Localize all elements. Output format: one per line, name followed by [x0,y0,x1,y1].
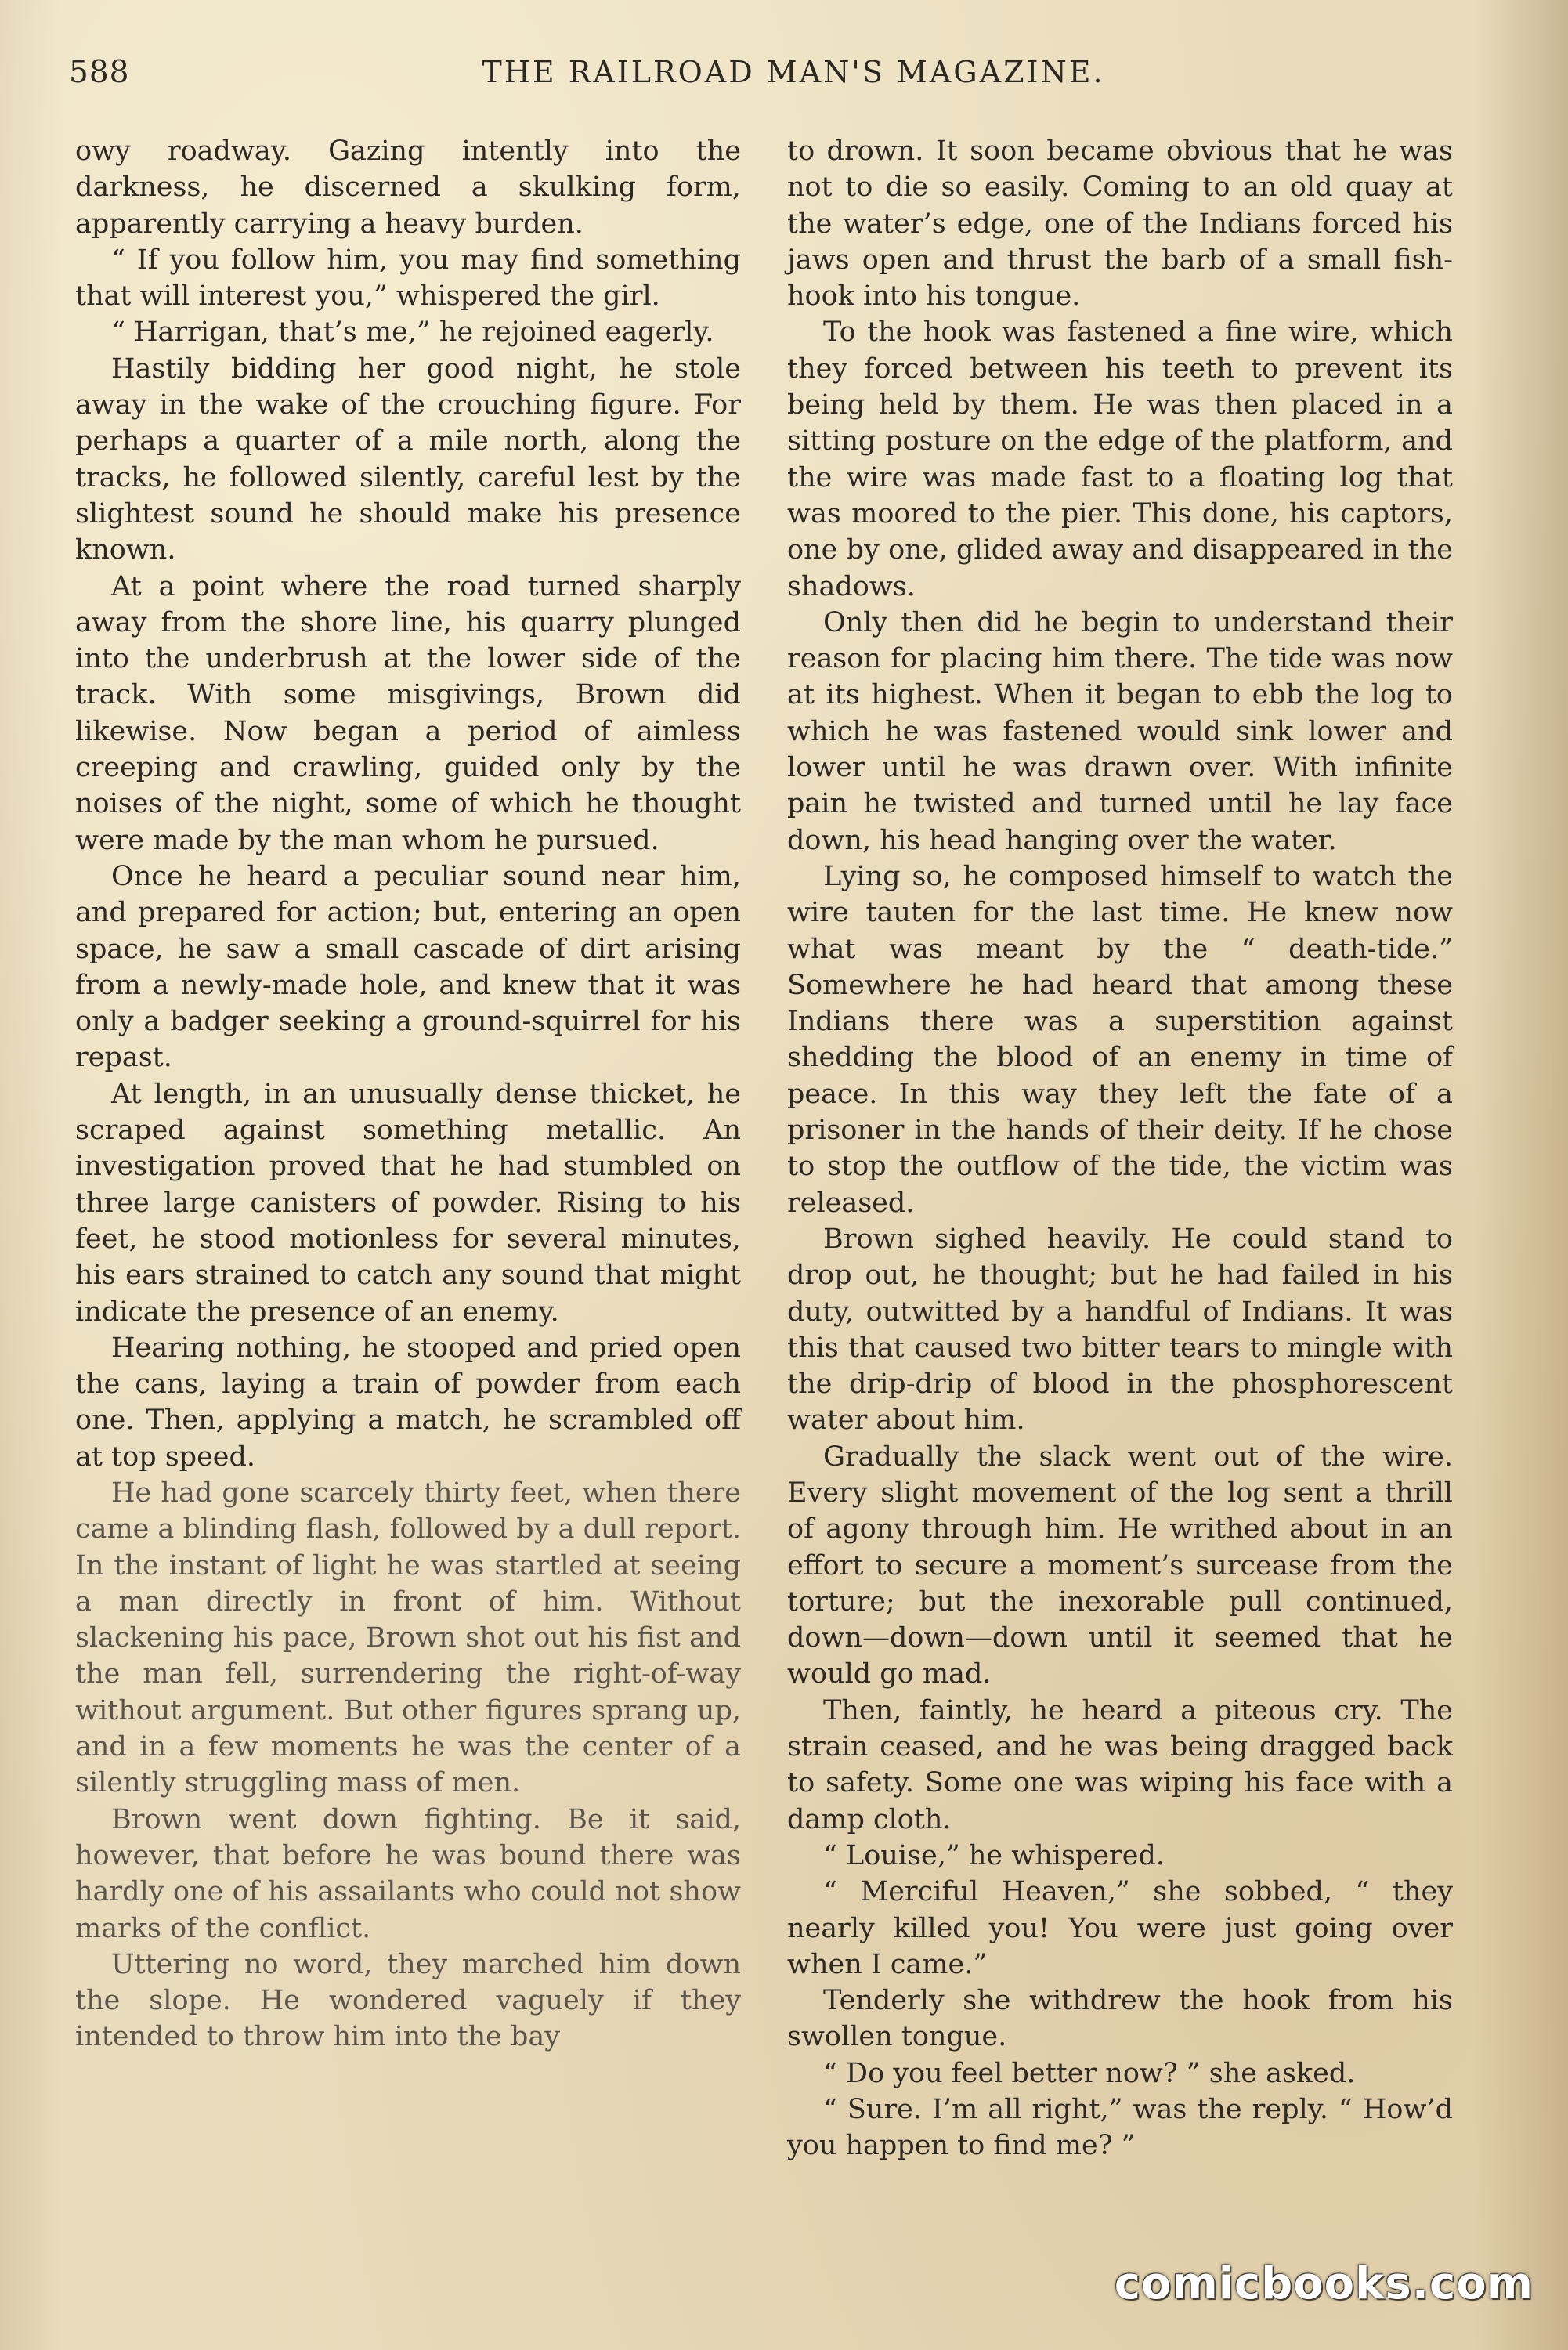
paragraph: At length, in an unusually dense thicket, he scraped against something metallic. An investigation proved that he had stumbled on three large canisters of powder. Rising to his feet, he stood motionless for several minutes, his ears strained to catch any sound that might indicate the presence of an enemy. [75,1078,741,1328]
paragraph: “ Merciful Heaven,” she sobbed, “ they nearly killed you! You were just going over when I came.” [787,1876,1453,1980]
paragraph: At a point where the road turned sharply away from the shore line, his quarry plunged into the underbrush at the lower side of the track. With some misgivings, Brown did likewise. Now began a period of aimless creeping and crawling, guided only by the noises of the night, some of which he thought were made by the man whom he pursued. [75,570,741,856]
page-number: 588 [69,55,130,90]
paragraph: Lying so, he composed himself to watch the wire tauten for the last time. He knew now what was meant by the “ death-tide.” Somewhere he had heard that among these Indians there was a superstition against shedding the blood of an enemy in time of peace. In this way they left the fate of a prisoner in the hands of their deity. If he chose to stop the outflow of the tide, the victim was released. [787,860,1453,1219]
paragraph: “ Sure. I’m all right,” was the reply. “ How’d you happen to find me? ” [787,2094,1453,2162]
paragraph: Once he heard a peculiar sound near him, and prepared for action; but, entering an open space, he saw a small cascade of dirt arising from a newly-made hole, and knew that it was only a badger seeking a ground-squirrel for his repast. [75,860,741,1074]
paragraph: “ Louise,” he whispered. [823,1839,1165,1871]
paragraph: He had gone scarcely thirty feet, when there came a blinding flash, followed by a dull report. In the instant of light he was startled at seeing a man directly in front of him. Without slackening his pace, Brown shot out his fist and the man fell, surrendering the right-of-way without argument. But other figures sprang up, and in a few moments he was the center of a silently struggling mass of men. [75,1477,741,1799]
paragraph: To the hook was fastened a fine wire, which they forced between his teeth to prevent its being held by them. He was then placed in a sitting posture on the edge of the platform, and the wire was made fast to a floating log that was moored to the pier. This done, his captors, one by one, glided away and disappeared in the shadows. [787,316,1453,602]
paragraph: Brown sighed heavily. He could stand to drop out, he thought; but he had failed in his duty, outwitted by a handful of Indians. It was this that caused two bitter tears to mingle with the drip-drip of blood in the phosphorescent water about him. [787,1223,1453,1437]
paragraph: Only then did he begin to understand their reason for placing him there. The tide was now at its highest. When it began to ebb the log to which he was fastened would sink lower and lower until he was drawn over. With infinite pain he twisted and turned until he lay face down, his head hanging over the water. [787,606,1453,856]
paragraph: Tenderly she withdrew the hook from his swollen tongue. [787,1985,1453,2053]
paragraph: to drown. It soon became obvious that he was not to die so easily. Coming to an old quay at the water’s edge, one of the Indians forced his jaws open and thrust the barb of a small fish-hook into his tongue. [787,136,1453,313]
paragraph: owy roadway. Gazing intently into the darkness, he discerned a skulking form, apparently carrying a heavy burden. [75,136,741,240]
watermark: comicbooks.com [1114,2258,1534,2309]
right-column [787,133,1453,2164]
left-column [75,133,741,2055]
paragraph: Then, faintly, he heard a piteous cry. The strain ceased, and he was being dragged back to safety. Some one was wiping his face with a damp cloth. [787,1694,1453,1835]
paragraph: Brown went down fighting. Be it said, however, that before he was bound there was hardly one of his assailants who could not show marks of the conflict. [75,1803,741,1944]
paragraph: Uttering no word, they marched him down the slope. He wondered vaguely if they intended to throw him into the bay [75,1948,741,2053]
paragraph: “ Do you feel better now? ” she asked. [823,2057,1356,2089]
paragraph: “ Harrigan, that’s me,” he rejoined eagerly. [111,316,714,349]
paragraph: Gradually the slack went out of the wire. Every slight movement of the log sent a thrill of agony through him. He writhed about in an effort to secure a moment’s surcease from the torture; but the inexorable pull continued, down—down—down until it seemed that he would go mad. [787,1441,1453,1690]
paragraph: “ If you follow him, you may find something that will interest you,” whispered the girl. [75,244,741,313]
paragraph: Hearing nothing, he stooped and pried open the cans, laying a train of powder from each one. Then, applying a match, he scrambled off at top speed. [75,1332,741,1473]
running-head-title: THE RAILROAD MAN'S MAGAZINE. [482,55,1105,89]
paragraph: Hastily bidding her good night, he stole away in the wake of the crouching figure. For perhaps a quarter of a mile north, along the tracks, he followed silently, careful lest by the slightest sound he should make his presence known. [75,352,741,566]
page-header [69,55,1518,102]
